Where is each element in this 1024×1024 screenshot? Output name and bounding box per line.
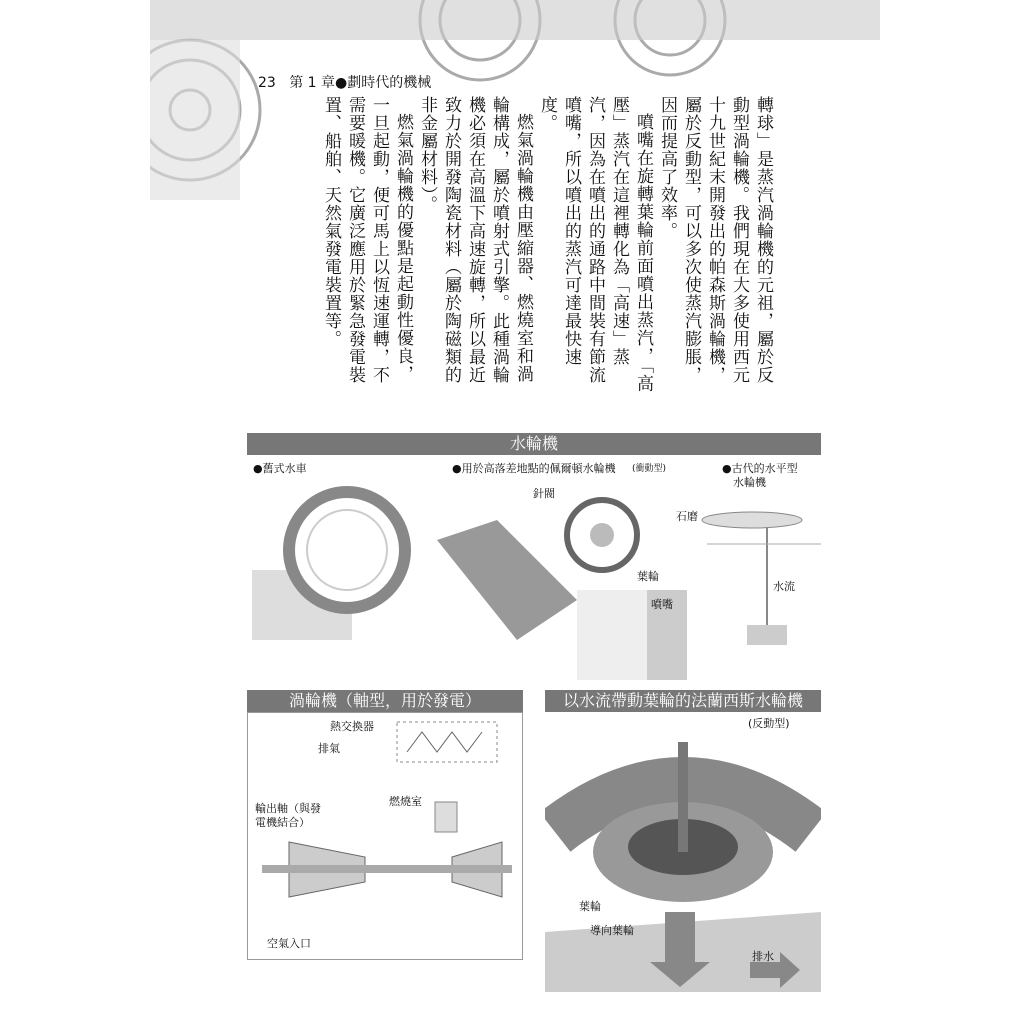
output-shaft-label-2: 電機結合）: [255, 816, 310, 829]
francis-impeller-label: 葉輪: [579, 900, 601, 913]
ancient-label-2: 水輪機: [733, 476, 766, 489]
drain-label: 排水: [752, 950, 774, 963]
body-text: [321, 96, 775, 396]
paragraph: 燃氣渦輪機的優點是起動性優良，一旦起動，便可馬上以恆速運轉，不需要暖機。它廣泛應用於緊急發電裝置、船舶、天然氣發電裝置等。: [321, 96, 413, 384]
combustion-label: 燃燒室: [389, 795, 422, 808]
paragraph: 燃氣渦輪機由壓縮器、燃燒室和渦輪構成，屬於噴射式引擎。此種渦輪機必須在高溫下高速旋轉，所以最近致力於開發陶瓷材料（屬於陶磁類的非金屬材料）。: [417, 96, 533, 384]
air-inlet-label: 空氣入口: [267, 937, 311, 950]
turbine-illustration: [247, 712, 523, 958]
pelton-label: ●用於高落差地點的佩爾頓水輪機: [452, 462, 616, 475]
turbine-title: 渦輪機（軸型，用於發電）: [247, 690, 523, 712]
guide-vane-label: 導向葉輪: [590, 924, 634, 937]
heat-exchanger-label: 熱交換器: [330, 720, 374, 733]
impeller-label: 葉輪: [637, 570, 659, 583]
millstone-label: 石磨: [676, 510, 698, 523]
water-flow-label: 水流: [773, 580, 795, 593]
needle-valve-label: 針閥: [533, 487, 555, 500]
paragraph: 轉球」是蒸汽渦輪機的元祖，屬於反動型渦輪機。我們現在大多使用西元十九世紀末開發出的帕森斯渦輪機，屬於反動型，可以多次使蒸汽膨脹，因而提高了效率。: [657, 96, 773, 384]
paragraph: 噴嘴在旋轉葉輪前面噴出蒸汽，「高壓」蒸汽在這裡轉化為「高速」蒸汽，因為在噴出的通路中間裝有節流噴嘴，所以噴出的蒸汽可達最快速度。: [537, 96, 653, 393]
francis-type: (反動型): [748, 717, 790, 730]
waterwheel-illustrations: [247, 480, 821, 690]
waterwheel-title: 水輪機: [247, 433, 821, 455]
page-number: 23: [258, 75, 276, 91]
pelton-type: (衝動型): [632, 464, 667, 474]
running-header: [258, 72, 431, 92]
old-wheel-label: ●舊式水車: [253, 462, 307, 475]
output-shaft-label: 輸出軸（與發: [255, 802, 321, 815]
ancient-label: ●古代的水平型: [722, 462, 798, 475]
exhaust-label: 排氣: [318, 742, 340, 755]
chapter-title: 第 1 章●劃時代的機械: [289, 75, 432, 91]
nozzle-label: 噴嘴: [651, 598, 673, 611]
francis-illustration: [545, 712, 821, 992]
francis-title: 以水流帶動葉輪的法蘭西斯水輪機: [545, 690, 821, 712]
